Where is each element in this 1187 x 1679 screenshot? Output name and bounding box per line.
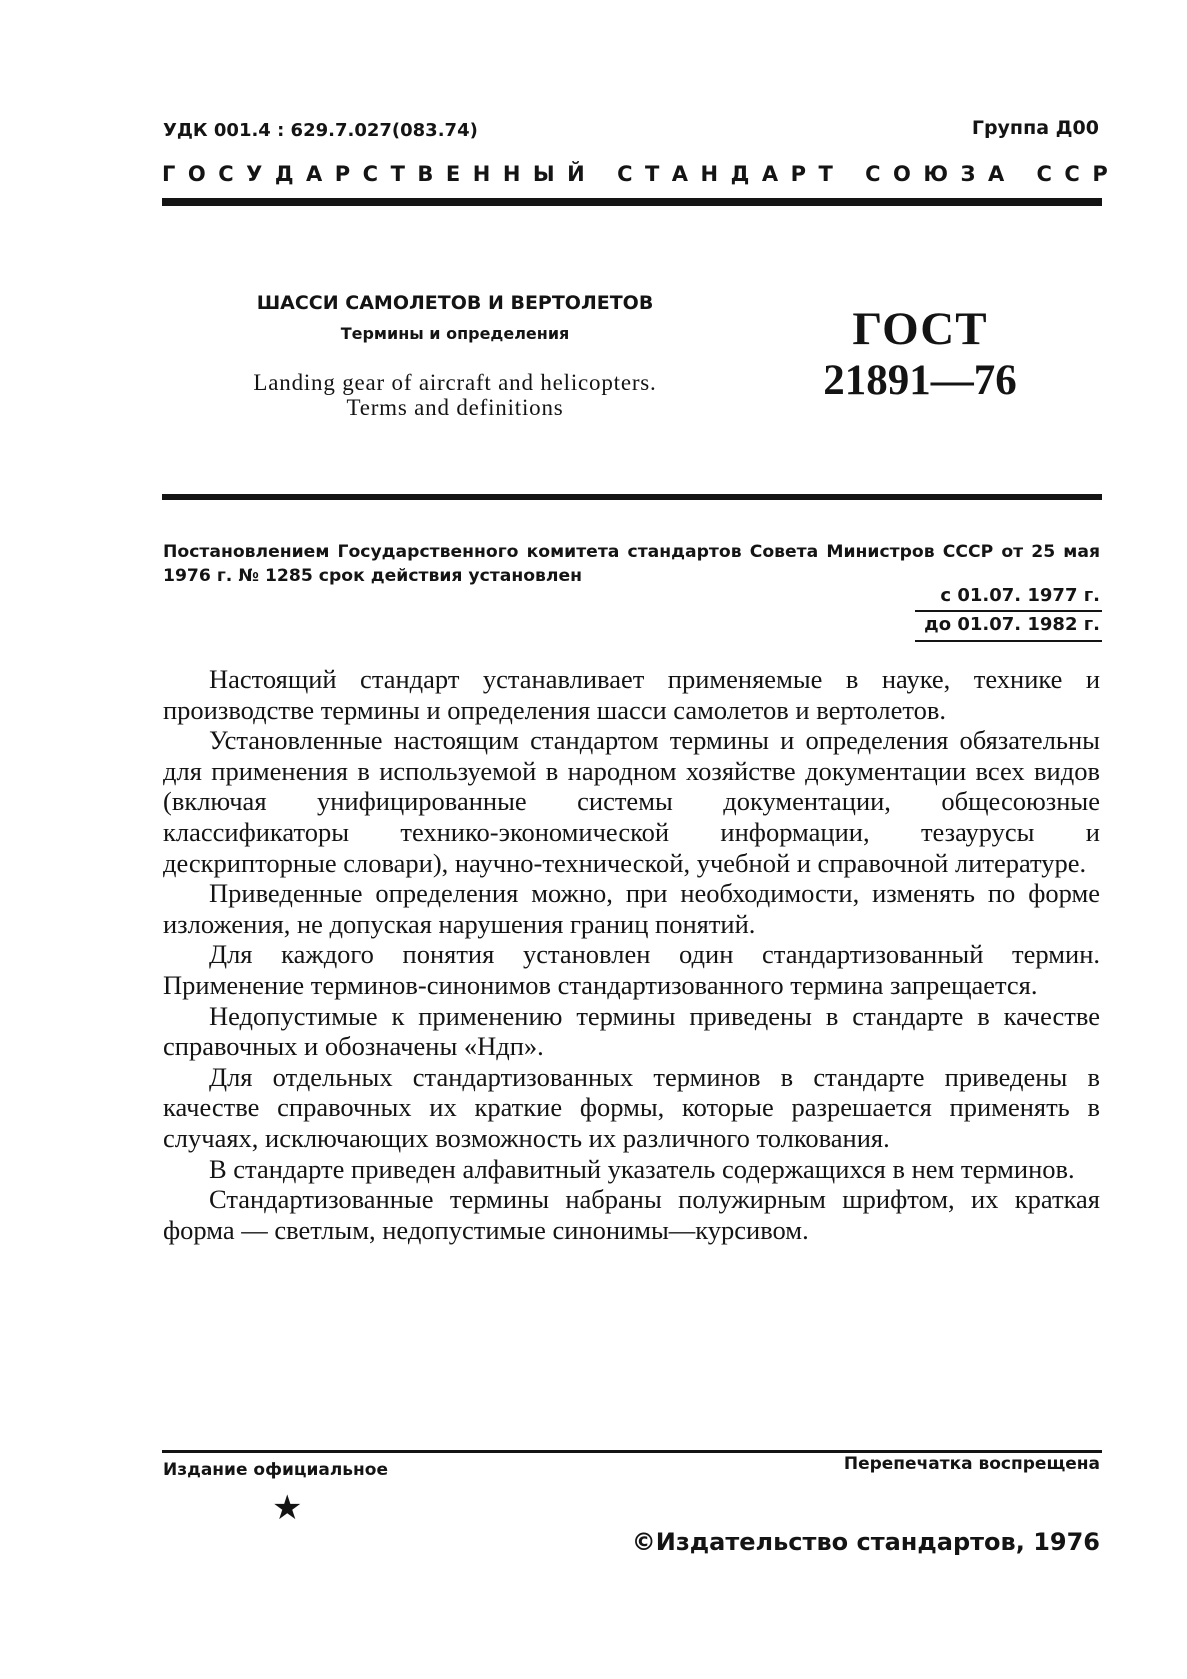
udk-code: УДК 001.4 : 629.7.027(083.74) xyxy=(163,120,478,141)
footer-rule xyxy=(162,1450,1102,1453)
date-from-rule xyxy=(915,610,1102,612)
effective-date-from: с 01.07. 1977 г. xyxy=(940,585,1100,606)
date-to-rule xyxy=(915,640,1102,642)
body-paragraph: Установленные настоящим стандартом термины и определения обязательны для применения в используемой в народном хозяйстве документации всех видов (включая унифицированные системы документации, общесоюзные классификаторы технико-экономической информации, тезаурусы и дескрипторные словари), научно-технической, учебной и справочной литературе. xyxy=(163,725,1100,878)
body-paragraph: Недопустимые к применению термины приведены в стандарте в качестве справочных и обозначены «Ндп». xyxy=(163,1000,1100,1062)
decree-text: Постановлением Государственного комитета стандартов Совета Министров СССР от 25 мая 1976 г. № 1285 срок действия установлен xyxy=(163,542,1100,586)
gost-number: 21891—76 xyxy=(823,357,1017,404)
effective-date-to: до 01.07. 1982 г. xyxy=(924,614,1100,635)
body-paragraph: В стандарте приведен алфавитный указатель содержащихся в нем терминов. xyxy=(209,1153,1075,1184)
title-russian: ШАССИ САМОЛЕТОВ И ВЕРТОЛЕТОВ xyxy=(256,292,654,314)
gost-label: ГОСТ xyxy=(852,303,988,355)
body-paragraph: Приведенные определения можно, при необходимости, изменять по форме изложения, не допуская нарушения границ понятий. xyxy=(163,878,1100,939)
reprint-prohibited-label: Перепечатка воспрещена xyxy=(843,1454,1100,1474)
title-english: Landing gear of aircraft and helicopters. Terms and definitions xyxy=(253,370,657,420)
body-paragraph: Для каждого понятия установлен один стандартизованный термин. Применение терминов-синонимов стандартизованного термина запрещается. xyxy=(163,939,1100,1000)
banner-rule xyxy=(162,198,1102,206)
group-code: Группа Д00 xyxy=(971,117,1099,139)
copyright-notice: ©Издательство стандартов, 1976 xyxy=(631,1528,1100,1556)
title-rule xyxy=(162,494,1102,500)
subtitle-russian: Термины и определения xyxy=(340,324,570,343)
body-text xyxy=(163,664,1100,1245)
official-edition-label: Издание официальное xyxy=(163,1460,389,1480)
star-icon: ★ xyxy=(272,1490,303,1527)
body-paragraph: Настоящий стандарт устанавливает применяемые в науке, технике и производстве термины и определения шасси самолетов и вертолетов. xyxy=(163,664,1100,725)
state-standard-banner: ГОСУДАРСТВЕННЫЙ СТАНДАРТ СОЮЗА ССР xyxy=(162,162,1121,186)
body-paragraph: Стандартизованные термины набраны полужирным шрифтом, их краткая форма — светлым, недопустимые синонимы—курсивом. xyxy=(163,1184,1100,1245)
body-paragraph: Для отдельных стандартизованных терминов в стандарте приведены в качестве справочных их краткие формы, которые разрешается применять в случаях, исключающих возможность их различного толкования. xyxy=(163,1061,1100,1153)
